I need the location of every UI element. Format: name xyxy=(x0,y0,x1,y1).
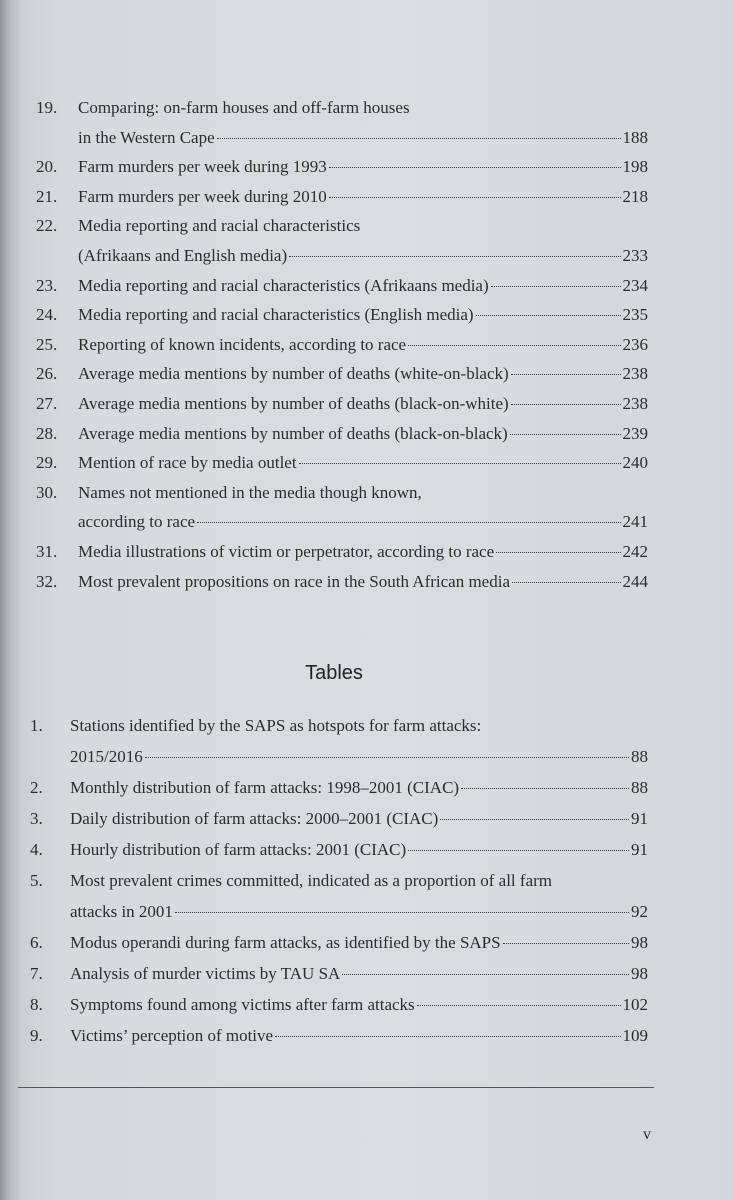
dot-leader xyxy=(491,286,621,287)
figure-title: Media reporting and racial characteristics xyxy=(78,216,361,236)
figure-title: Media illustrations of victim or perpetrator, according to race xyxy=(78,542,495,561)
figure-number: 32. xyxy=(36,571,58,591)
figure-page-number: 236 xyxy=(622,334,648,354)
figure-title-line xyxy=(78,394,648,414)
table-title-line xyxy=(70,809,648,829)
figure-number: 25. xyxy=(36,334,58,354)
dot-leader xyxy=(476,315,621,316)
figure-title-line xyxy=(78,187,648,207)
figure-number: 30. xyxy=(36,482,58,502)
figure-page-number: 244 xyxy=(622,571,648,591)
table-page-number: 91 xyxy=(631,840,648,859)
dot-leader xyxy=(329,197,621,198)
figure-title: (Afrikaans and English media) xyxy=(78,246,288,265)
figure-page-number: 188 xyxy=(622,127,648,147)
table-page-number: 102 xyxy=(622,995,648,1014)
figure-number: 23. xyxy=(36,275,58,295)
dot-leader xyxy=(175,912,629,913)
figure-page-number: 241 xyxy=(622,512,648,532)
dot-leader xyxy=(511,374,621,375)
table-title: Analysis of murder victims by TAU SA xyxy=(70,964,341,983)
table-title: Modus operandi during farm attacks, as identified by the SAPS xyxy=(70,933,501,952)
table-title-line xyxy=(70,964,648,984)
table-number: 1. xyxy=(30,716,43,735)
figure-title: Average media mentions by number of deaths (white-on-black) xyxy=(78,364,509,384)
figure-page-number: 235 xyxy=(622,305,648,325)
figure-title: according to race xyxy=(78,512,196,532)
dot-leader xyxy=(461,788,629,789)
figure-number: 31. xyxy=(36,542,58,561)
figure-title: Names not mentioned in the media though known, xyxy=(78,482,422,502)
figure-title-line xyxy=(78,512,648,532)
dot-leader xyxy=(496,552,620,553)
figure-title-line xyxy=(78,305,648,325)
table-title: Daily distribution of farm attacks: 2000–2001 (CIAC) xyxy=(70,809,439,828)
table-number: 5. xyxy=(30,871,43,890)
dot-leader xyxy=(289,256,620,257)
figure-number: 19. xyxy=(36,98,58,117)
figure-number: 28. xyxy=(36,423,58,443)
dot-leader xyxy=(417,1005,621,1006)
figure-title: in the Western Cape xyxy=(78,127,215,147)
table-title: 2015/2016 xyxy=(70,747,143,766)
table-title: Victims’ perception of motive xyxy=(70,1026,274,1045)
dot-leader xyxy=(512,582,621,583)
figure-page-number: 239 xyxy=(622,423,648,443)
figure-page-number: 238 xyxy=(622,394,648,413)
dot-leader xyxy=(440,819,629,820)
figure-page-number: 233 xyxy=(622,246,648,265)
figure-title-line xyxy=(78,364,648,384)
table-number: 2. xyxy=(30,778,43,797)
table-number: 3. xyxy=(30,809,43,828)
dot-leader xyxy=(511,404,621,405)
figure-title: Media reporting and racial characteristics (Afrikaans media) xyxy=(78,275,489,295)
figure-page-number: 242 xyxy=(622,542,648,561)
table-number: 8. xyxy=(30,995,43,1014)
table-title: Monthly distribution of farm attacks: 1998–2001 (CIAC) xyxy=(70,778,460,797)
figure-page-number: 198 xyxy=(622,157,648,177)
figure-title-line xyxy=(78,453,648,473)
figure-title: Average media mentions by number of deaths (black-on-white) xyxy=(78,394,509,413)
table-title: Stations identified by the SAPS as hotspots for farm attacks: xyxy=(70,716,482,735)
dot-leader xyxy=(299,463,621,464)
table-page-number: 98 xyxy=(631,964,648,983)
figure-title-line xyxy=(78,424,648,444)
figure-number: 22. xyxy=(36,216,58,236)
figure-title-line xyxy=(78,246,648,266)
figure-title: Farm murders per week during 2010 xyxy=(78,186,327,206)
figure-number: 20. xyxy=(36,157,58,177)
figure-title-line xyxy=(78,335,648,355)
table-page-number: 98 xyxy=(631,933,648,952)
table-title: Hourly distribution of farm attacks: 2001 (CIAC) xyxy=(70,840,407,859)
figure-title-line xyxy=(78,128,648,148)
figure-title-line xyxy=(78,216,360,236)
figure-title: Most prevalent propositions on race in the South African media xyxy=(78,571,510,591)
table-page-number: 109 xyxy=(622,1026,648,1045)
table-title-line xyxy=(70,840,648,860)
table-page-number: 88 xyxy=(631,747,648,766)
table-title: attacks in 2001 xyxy=(70,902,173,921)
footer-rule xyxy=(18,1087,654,1088)
figure-page-number: 238 xyxy=(622,364,648,384)
dot-leader xyxy=(145,757,629,758)
dot-leader xyxy=(408,850,629,851)
figure-title: Mention of race by media outlet xyxy=(78,453,297,473)
page-folio: v xyxy=(643,1126,651,1143)
table-title-line xyxy=(70,933,648,953)
table-number: 6. xyxy=(30,933,43,952)
dot-leader xyxy=(217,138,621,139)
figure-title-line xyxy=(78,276,648,296)
figure-title-line xyxy=(78,157,648,177)
figure-page-number: 240 xyxy=(622,453,648,473)
figure-number: 29. xyxy=(36,453,58,473)
table-title-line xyxy=(70,1026,648,1046)
table-title-line xyxy=(70,747,648,767)
figure-number: 24. xyxy=(36,305,58,325)
table-title: Symptoms found among victims after farm attacks xyxy=(70,995,415,1014)
dot-leader xyxy=(408,345,620,346)
figure-title-line xyxy=(78,572,648,592)
figure-number: 21. xyxy=(36,186,58,206)
table-number: 7. xyxy=(30,964,43,983)
table-title-line xyxy=(70,716,481,736)
table-number: 4. xyxy=(30,840,43,859)
table-title-line xyxy=(70,902,648,922)
dot-leader xyxy=(503,943,629,944)
dot-leader xyxy=(342,974,629,975)
dot-leader xyxy=(275,1036,620,1037)
figure-title: Comparing: on-farm houses and off-farm houses xyxy=(78,98,410,117)
figure-title-line xyxy=(78,483,422,503)
figure-title: Farm murders per week during 1993 xyxy=(78,157,327,177)
figure-number: 27. xyxy=(36,394,58,413)
table-page-number: 91 xyxy=(631,809,648,828)
table-number: 9. xyxy=(30,1026,43,1045)
figure-title-line xyxy=(78,542,648,562)
figure-page-number: 234 xyxy=(622,275,648,295)
table-page-number: 92 xyxy=(631,902,648,921)
dot-leader xyxy=(197,522,620,523)
table-title-line xyxy=(70,871,552,891)
figure-title: Reporting of known incidents, according to race xyxy=(78,334,407,354)
figure-title: Media reporting and racial characteristics (English media) xyxy=(78,305,474,325)
figure-page-number: 218 xyxy=(622,186,648,206)
table-title-line xyxy=(70,778,648,798)
dot-leader xyxy=(329,167,621,168)
table-page-number: 88 xyxy=(631,778,648,797)
table-title-line xyxy=(70,995,648,1015)
figure-number: 26. xyxy=(36,364,58,384)
figure-title-line xyxy=(78,98,410,118)
dot-leader xyxy=(510,434,621,435)
table-title: Most prevalent crimes committed, indicated as a proportion of all farm xyxy=(70,871,552,890)
tables-heading: Tables xyxy=(305,662,363,684)
figure-title: Average media mentions by number of deaths (black-on-black) xyxy=(78,423,508,443)
